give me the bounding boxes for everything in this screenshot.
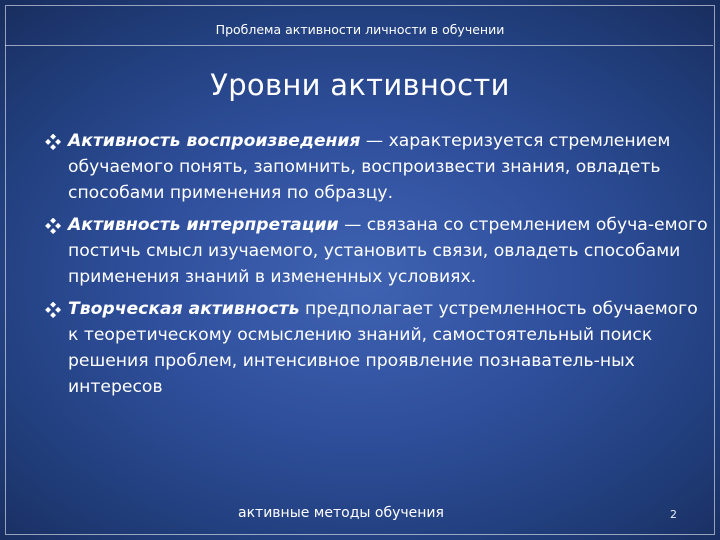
bullet-item bbox=[44, 296, 709, 400]
bullet-text: — характеризуется стремлением обучаемого понять, запомнить, воспроизвести знания, овладеть способами применения по образцу. bbox=[68, 131, 671, 203]
diamond-bullet-icon bbox=[44, 134, 62, 150]
diamond-bullet-icon bbox=[44, 302, 62, 318]
bullet-list bbox=[44, 128, 709, 400]
bullet-text: — связана со стремлением обуча-емого постичь смысл изучаемого, установить связи, овладеть способами применения знаний в измененных условиях. bbox=[68, 215, 708, 287]
diamond-bullet-icon bbox=[44, 218, 62, 234]
footer-text: активные методы обучения bbox=[238, 505, 444, 521]
bullet-text: предполагает устремленность обучаемого к теоретическому осмыслению знаний, самостоятельный поиск решения проблем, интенсивное проявление познаватель-ных интересов bbox=[68, 299, 698, 397]
bullet-item bbox=[44, 212, 709, 290]
bullet-term: Творческая активность bbox=[68, 299, 300, 319]
page-number: 2 bbox=[670, 508, 677, 521]
bullet-item bbox=[44, 128, 709, 206]
slide-header: Проблема активности личности в обучении bbox=[215, 22, 505, 37]
slide-title: Уровни активности bbox=[210, 68, 510, 102]
bullet-term: Активность воспроизведения bbox=[68, 131, 361, 151]
bullet-term: Активность интерпретации bbox=[68, 215, 339, 235]
